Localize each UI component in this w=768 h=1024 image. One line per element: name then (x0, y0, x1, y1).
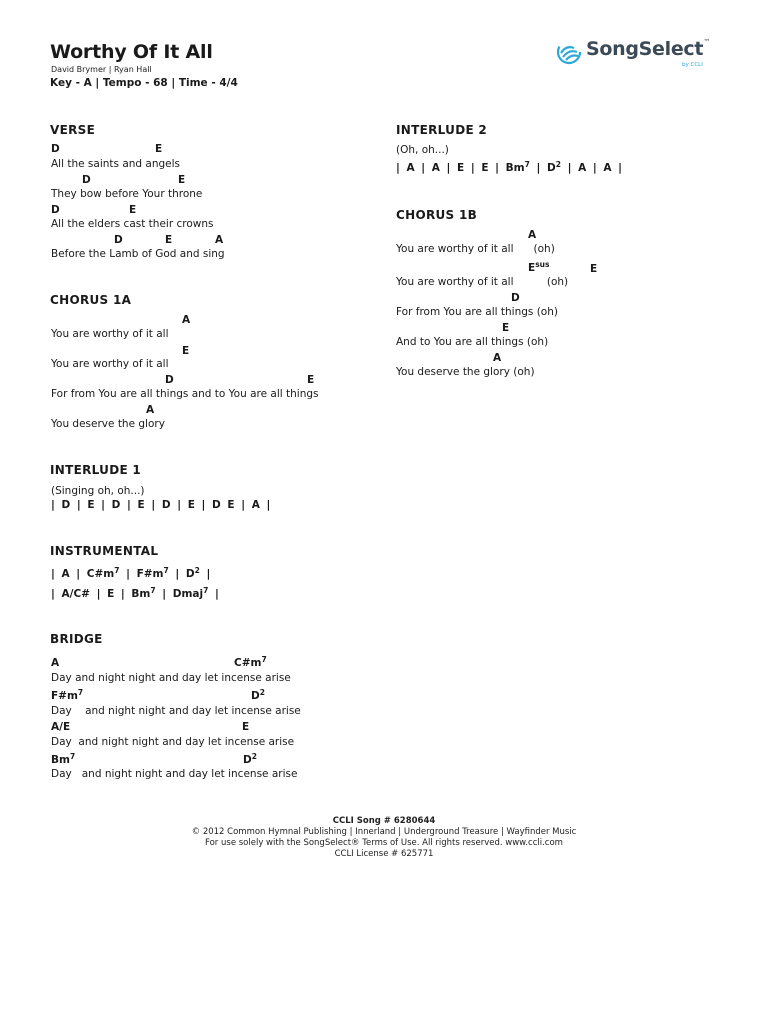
chord: $C\#m^7$ (234, 655, 267, 669)
chord: D (511, 292, 520, 304)
lyric-line: You deserve the glory (51, 418, 165, 430)
chord: E (129, 204, 137, 216)
chord: D (165, 374, 174, 386)
section-title-interlude-2: INTERLUDE 2 (396, 123, 488, 137)
chord: D (114, 234, 123, 246)
logo-by-ccli: by CCLI (682, 62, 703, 68)
chord: $E^{sus}$ (528, 260, 550, 274)
chord: D (51, 143, 60, 155)
chord: A/E (51, 721, 71, 733)
lyric-line: Day and night night and day let incense arise (51, 705, 301, 717)
songselect-logo (556, 38, 716, 74)
lyric-line: Day and night night and day let incense arise (51, 736, 295, 748)
chord: A (146, 404, 155, 416)
chord: D (51, 204, 60, 216)
lyric-line: For from You are all things (oh) (396, 306, 558, 318)
chord-bars: | A | $C\#m^7$ | $F\#m^7$ | $D^2$ | (51, 566, 211, 580)
lyric-line: Before the Lamb of God and sing (51, 248, 225, 260)
section-title-interlude-1: INTERLUDE 1 (50, 463, 142, 477)
lyric-line: All the saints and angels (51, 158, 181, 170)
chord: A (493, 352, 502, 364)
footer-copyright: © 2012 Common Hymnal Publishing | Innerland | Underground Treasure | Wayfinder Music (191, 827, 577, 837)
chord: A (51, 657, 60, 669)
chord: E (178, 174, 186, 186)
lyric-line: For from You are all things and to You are all things (51, 388, 319, 400)
footer-song-number: CCLI Song # 6280644 (332, 816, 436, 826)
section-title-verse: VERSE (50, 123, 96, 137)
songselect-swirl-icon (556, 39, 582, 65)
chord-bars: | A/C# | E | Bm$^7$ | Dmaj$^7$ | (51, 586, 219, 600)
chord: E (242, 721, 250, 733)
song-authors: David Brymer | Ryan Hall (51, 65, 152, 74)
song-title: Worthy Of It All (50, 41, 213, 63)
section-title-chorus-1a: CHORUS 1A (50, 293, 132, 307)
chord-bars: | D | E | D | E | D | E | D E | A | (51, 499, 271, 511)
chord: $D^2$ (251, 688, 265, 702)
lyric-line: All the elders cast their crowns (51, 218, 214, 230)
song-meta: Key - A | Tempo - 68 | Time - 4/4 (50, 77, 238, 89)
section-title-instrumental: INSTRUMENTAL (50, 544, 159, 558)
chord: E (182, 345, 190, 357)
chord: E (502, 322, 510, 334)
chord: A (528, 229, 537, 241)
chord: $F\#m^7$ (51, 688, 84, 702)
chord: A (215, 234, 224, 246)
footer-license: CCLI License # 625771 (334, 849, 434, 859)
chord: E (155, 143, 163, 155)
lyric-line: And to You are all things (oh) (396, 336, 549, 348)
chord: E (165, 234, 173, 246)
section-note: (Oh, oh...) (396, 144, 449, 156)
lyric-line: You are worthy of it all (51, 328, 169, 340)
lyric-line: You are worthy of it all (oh) (396, 276, 569, 288)
chord: A (182, 314, 191, 326)
chord: E (590, 263, 598, 275)
section-title-chorus-1b: CHORUS 1B (396, 208, 478, 222)
lyric-line: Day and night night and day let incense arise (51, 768, 298, 780)
chord: D (82, 174, 91, 186)
lyric-line: Day and night night and day let incense arise (51, 672, 291, 684)
lyric-line: They bow before Your throne (51, 188, 203, 200)
lyric-line: You deserve the glory (oh) (396, 366, 535, 378)
footer-terms: For use solely with the SongSelect® Terms of Use. All rights reserved. www.ccli.com (205, 838, 563, 848)
chord: E (307, 374, 315, 386)
section-title-bridge: BRIDGE (50, 632, 103, 646)
chord-bars: | A | A | E | E | Bm$^7$ | $D^2$ | A | A | (396, 160, 622, 174)
lyric-line: You are worthy of it all (51, 358, 169, 370)
section-note: (Singing oh, oh...) (51, 485, 145, 497)
chord: Bm$^7$ (51, 752, 76, 766)
logo-wordmark: SongSelect™ (586, 38, 710, 60)
chord: $D^2$ (243, 752, 257, 766)
lyric-line: You are worthy of it all (oh) (396, 243, 555, 255)
